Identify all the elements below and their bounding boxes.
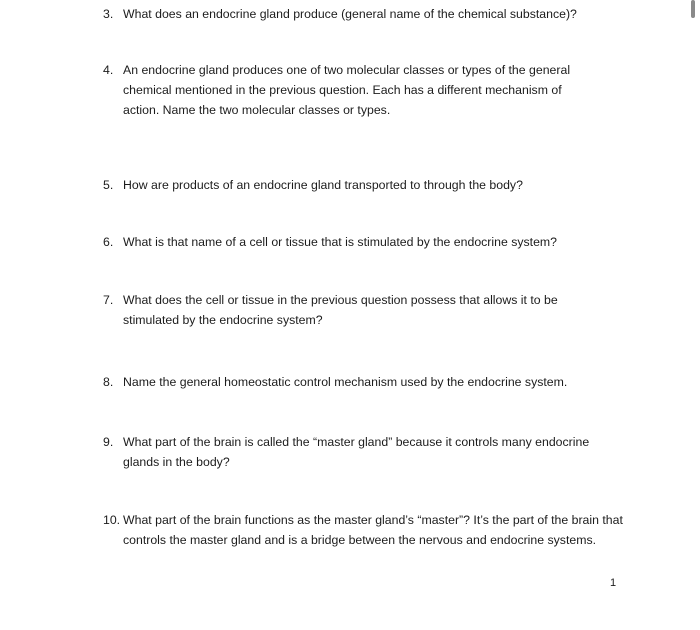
question-text: What does an endocrine gland produce (general name of the chemical substance)? (123, 7, 577, 21)
question-number: 8. (103, 375, 114, 389)
question-number: 7. (103, 293, 114, 307)
scrollbar-thumb[interactable] (691, 0, 695, 18)
question-text: How are products of an endocrine gland transported to through the body? (123, 178, 523, 192)
page-number: 1 (610, 577, 617, 589)
question-text: Name the general homeostatic control mechanism used by the endocrine system. (123, 375, 568, 389)
question-number: 5. (103, 178, 114, 192)
question-number: 9. (103, 435, 114, 449)
question-text: What is that name of a cell or tissue that is stimulated by the endocrine system? (123, 235, 558, 249)
question-text: An endocrine gland produces one of two molecular classes or types of the general chemical mentioned in the previous question. Each has a different mechanism of action. Name the two molecular classes or types. (123, 63, 571, 117)
question-text: What part of the brain is called the “master gland” because it controls many endocrine glands in the body? (123, 435, 590, 469)
question-text: What part of the brain functions as the master gland’s “master”? It’s the part of the brain that controls the master gland and is a bridge between the nervous and endocrine systems. (123, 513, 623, 547)
question-number: 6. (103, 235, 114, 249)
question-number: 3. (103, 7, 114, 21)
question-number: 4. (103, 63, 114, 77)
question-text: What does the cell or tissue in the previous question possess that allows it to be stimulated by the endocrine system? (123, 293, 558, 327)
question-number: 10. (103, 513, 121, 527)
